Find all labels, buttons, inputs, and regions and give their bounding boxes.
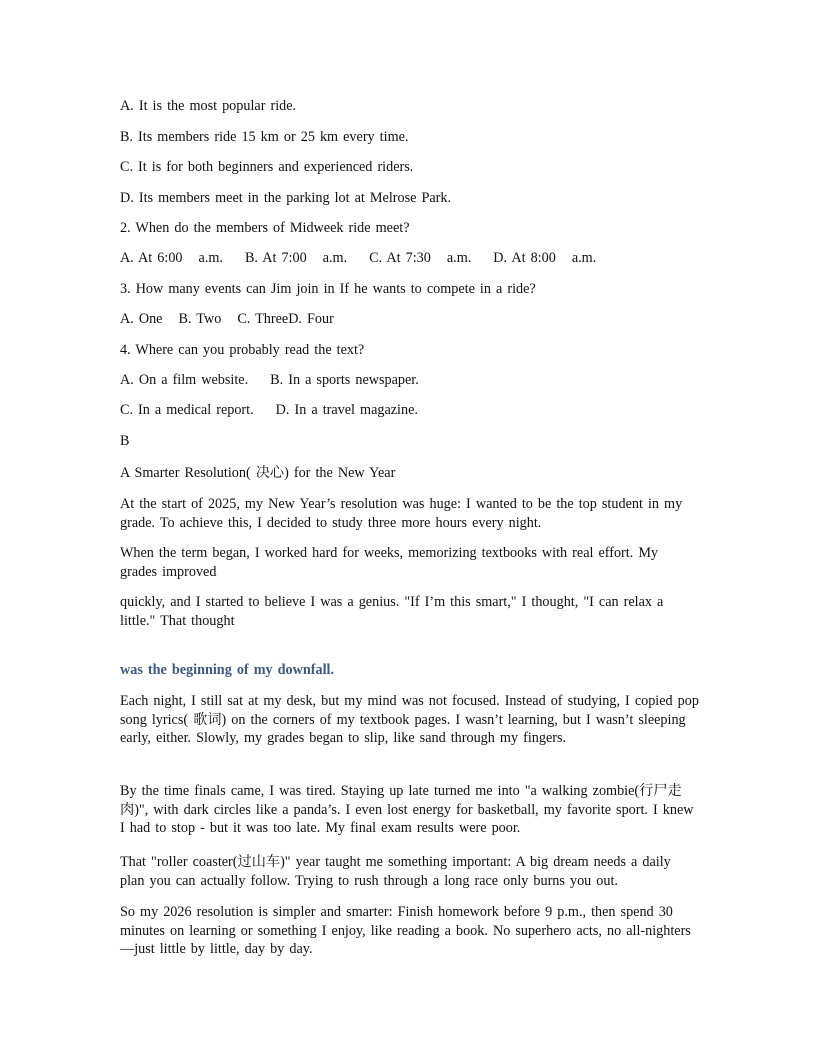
q4-option-a: A. On a film website. [120,372,249,388]
q2-option-b-unit: a.m. [322,250,348,266]
q2-option-c: C. At 7:30 [369,250,431,266]
passage-paragraph-8: So my 2026 resolution is simpler and smarter: Finish homework before 9 p.m., then spend 30 minutes on learning or something I enjoy, like reading a book. No superhero acts, no all-nighters —just little by little, day by day. [120,904,691,957]
q2-option-d: D. At 8:00 [493,250,556,266]
q2-options [120,249,700,268]
section-letter: B [120,433,130,449]
passage-paragraph-3: quickly, and I started to believe I was a genius. "If I’m this smart," I thought, "I can relax a little." That thought [120,594,664,629]
passage-paragraph-5: Each night, I still sat at my desk, but my mind was not focused. Instead of studying, I copied pop song lyrics( 歌词) on the corners of my textbook pages. I wasn’t learning, but I wasn’t sleeping early, either. Slowly, my grades began to slip, like sand through my fingers. [120,693,699,746]
q4-option-b: B. In a sports newspaper. [270,372,419,388]
q3-options [120,310,700,329]
q4-option-d: D. In a travel magazine. [275,402,418,418]
q2-option-c-unit: a.m. [446,250,472,266]
passage-paragraph-2: When the term began, I worked hard for weeks, memorizing textbooks with real effort. My grades improved [120,545,659,580]
passage-title: A Smarter Resolution( 决心) for the New Year [120,465,396,481]
q2-question: 2. When do the members of Midweek ride meet? [120,220,410,236]
q1-option-c: C. It is for both beginners and experienced riders. [120,159,414,175]
q3-option-a: A. One [120,311,163,327]
passage-paragraph-6: By the time finals came, I was tired. Staying up late turned me into "a walking zombie(行尸走肉)", with dark circles like a panda’s. I even lost energy for basketball, my favorite sport. I knew I had to stop - but it was too late. My final exam results were poor. [120,783,694,836]
q2-option-a: A. At 6:00 [120,250,183,266]
q1-option-d: D. Its members meet in the parking lot at Melrose Park. [120,190,451,206]
q4-options-row1 [120,371,700,390]
q4-option-c: C. In a medical report. [120,402,254,418]
passage-paragraph-1: At the start of 2025, my New Year’s resolution was huge: I wanted to be the top student in my grade. To achieve this, I decided to study three more hours every night. [120,496,683,531]
passage-paragraph-7: That "roller coaster(过山车)" year taught me something important: A big dream needs a daily plan you can actually follow. Trying to rush through a long race only burns you out. [120,854,671,889]
q4-question: 4. Where can you probably read the text? [120,342,365,358]
q2-option-b: B. At 7:00 [244,250,307,266]
q2-option-a-unit: a.m. [198,250,223,266]
q1-option-b: B. Its members ride 15 km or 25 km every time. [120,129,409,145]
q1-option-a: A. It is the most popular ride. [120,98,297,114]
q3-option-c: C. ThreeD. Four [237,311,334,327]
q2-option-d-unit: a.m. [571,250,597,266]
passage-heading-downfall: was the beginning of my downfall. [120,662,335,678]
q3-question: 3. How many events can Jim join in If he wants to compete in a ride? [120,281,536,297]
q3-option-b: B. Two [178,311,222,327]
q4-options-row2 [120,401,700,420]
